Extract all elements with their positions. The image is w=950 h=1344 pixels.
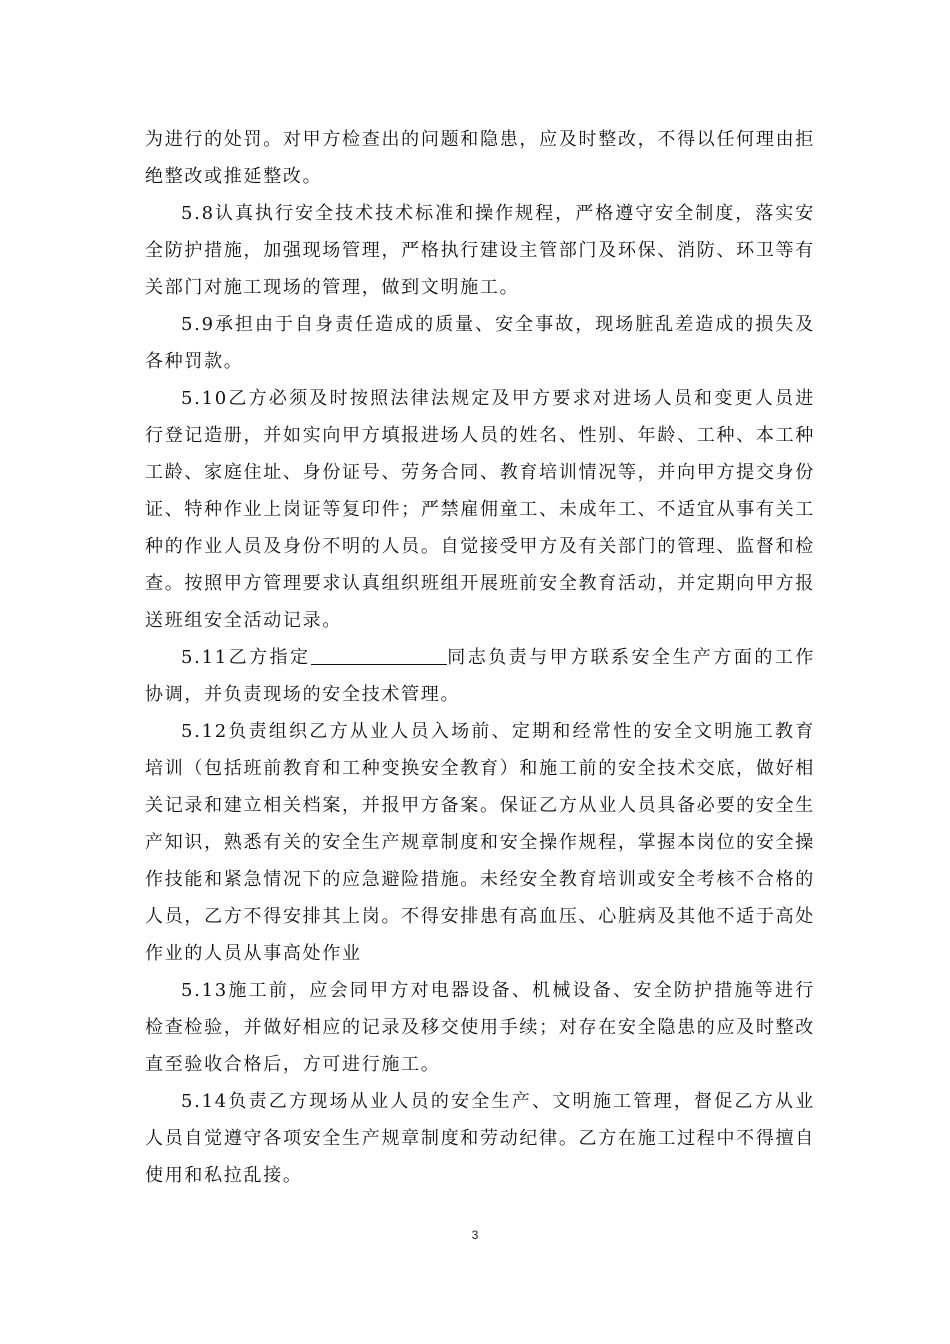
paragraph-5-11 xyxy=(145,639,815,713)
paragraph-5-8: 5.8认真执行安全技术技术标准和操作规程，严格遵守安全制度，落实安全防护措施，加强现场管理，严格执行建设主管部门及环保、消防、环卫等有关部门对施工现场的管理，做到文明施工。 xyxy=(145,203,815,298)
paragraph-5-12: 5.12负责组织乙方从业人员入场前、定期和经常性的安全文明施工教育培训（包括班前教育和工种变换安全教育）和施工前的安全技术交底，做好相关记录和建立相关档案，并报甲方备案。保证乙方从业人员具备必要的安全生产知识，熟悉有关的安全生产规章制度和安全操作规程，掌握本岗位的安全操作技能和紧急情况下的应急避险措施。未经安全教育培训或安全考核不合格的人员，乙方不得安排其上岗。不得安排患有高血压、心脏病及其他不适于高处作业的人员从事高处作业 xyxy=(145,721,815,964)
paragraph-5-14: 5.14负责乙方现场从业人员的安全生产、文明施工管理，督促乙方从业人员自觉遵守各项安全生产规章制度和劳动纪律。乙方在施工过程中不得擅自使用和私拉乱接。 xyxy=(145,1091,815,1186)
paragraph-5-11-after: 同志负责与甲方联系安全生产方面的工作协调，并负责现场的安全技术管理。 xyxy=(145,647,815,705)
blank-underline-field xyxy=(311,644,447,665)
page-number: 3 xyxy=(471,1228,479,1242)
paragraph-5-11-before: 5.11乙方指定 xyxy=(181,647,311,668)
paragraph-5-13: 5.13施工前，应会同甲方对电器设备、机械设备、安全防护措施等进行检查检验，并做好相应的记录及移交使用手续；对存在安全隐患的应及时整改直至验收合格后，方可进行施工。 xyxy=(145,980,815,1075)
document-body xyxy=(145,121,815,1194)
paragraph-5-9: 5.9承担由于自身责任造成的质量、安全事故，现场脏乱差造成的损失及各种罚款。 xyxy=(145,314,815,372)
paragraph-5-10: 5.10乙方必须及时按照法律法规定及甲方要求对进场人员和变更人员进行登记造册，并如实向甲方填报进场人员的姓名、性别、年龄、工种、本工种工龄、家庭住址、身份证号、劳务合同、教育培训情况等，并向甲方提交身份证、特种作业上岗证等复印件；严禁雇佣童工、未成年工、不适宜从事有关工种的作业人员及身份不明的人员。自觉接受甲方及有关部门的管理、监督和检查。按照甲方管理要求认真组织班组开展班前安全教育活动，并定期向甲方报送班组安全活动记录。 xyxy=(145,388,815,631)
paragraph-continuation: 为进行的处罚。对甲方检查出的问题和隐患，应及时整改，不得以任何理由拒绝整改或推延整改。 xyxy=(145,129,815,187)
